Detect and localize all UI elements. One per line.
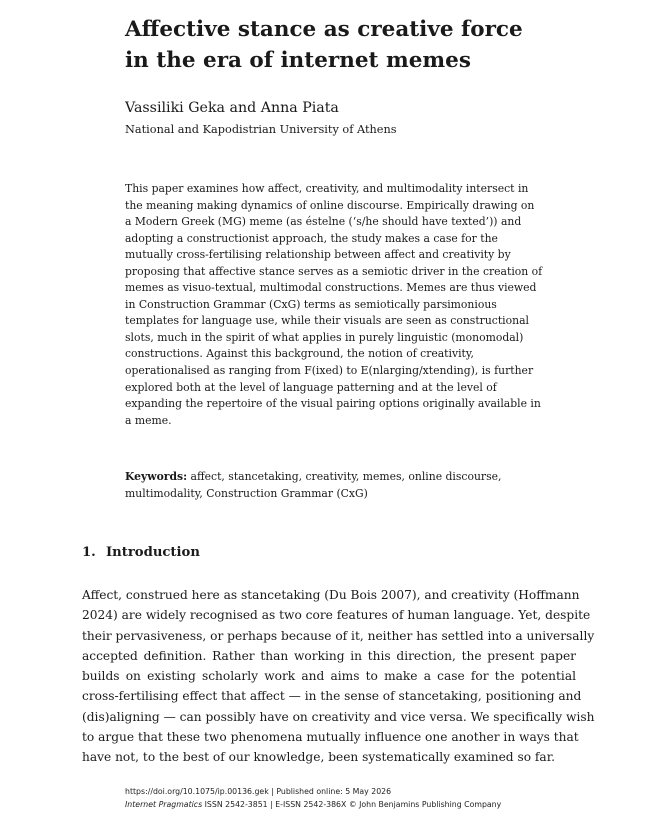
affiliation: National and Kapodistrian University of Athens [125,123,397,136]
section-title: Introduction [106,545,200,560]
abstract-line: a Modern Greek (MG) meme (as éstelne (‘s/he should have texted’)) and [125,215,522,229]
footer-issn: ISSN 2542-3851 | E-ISSN 2542-386X © John Benjamins Publishing Company [202,800,502,809]
abstract-line: explored both at the level of language patterning and at the level of [125,380,497,394]
abstract-line: slots, much in the spirit of what applies in purely linguistic (monomodal) [125,330,524,344]
body-line: 2024) are widely recognised as two core features of human language. Yet, despite [82,608,591,623]
abstract-line: adopting a constructionist approach, the study makes a case for the [125,231,498,245]
abstract-line: templates for language use, while their visuals are seen as constructional [125,314,529,328]
section-number: 1. [82,545,96,560]
body-line: accepted definition. Rather than working in this direction, the present paper [82,648,576,663]
keywords [125,468,555,502]
body-line: (dis)aligning — can possibly have on creativity and vice versa. We specifically wish [82,709,595,724]
abstract-line: operationalised as ranging from F(ixed) to E(nlarging/xtending), is further [125,364,534,378]
footer-issn-line [125,798,501,811]
abstract-line: expanding the repertoire of the visual pairing options originally available in [125,397,541,411]
section-heading [82,544,200,562]
abstract-line: in Construction Grammar (CxG) terms as semiotically parsimonious [125,297,497,311]
abstract-line: constructions. Against this background, the notion of creativity, [125,347,474,361]
abstract-line: memes as visuo-textual, multimodal constructions. Memes are thus viewed [125,281,537,295]
keywords-list-part-2: multimodality, Construction Grammar (CxG) [125,487,368,500]
abstract-line: a meme. [125,413,172,427]
abstract-line: mutually cross-fertilising relationship between affect and creativity by [125,248,511,262]
page-footer [125,785,501,811]
body-line: builds on existing scholarly work and aims to make a case for the potential [82,669,576,684]
keywords-line-1 [125,468,555,485]
paper-title-line-2: in the era of internet memes [125,48,471,73]
authors: Vassiliki Geka and Anna Piata [125,100,339,116]
body-paragraph [82,585,595,768]
paper-title [125,14,565,76]
keywords-label: Keywords: [125,470,188,483]
body-line: cross-fertilising effect that affect — in the sense of stancetaking, positioning and [82,689,582,704]
body-line: their pervasiveness, or perhaps because of it, neither has settled into a universally [82,628,595,643]
body-line: Affect, construed here as stancetaking (Du Bois 2007), and creativity (Hoffmann [82,588,580,602]
paper-title-line-1: Affective stance as creative force [125,17,523,42]
abstract-line: This paper examines how affect, creativity, and multimodality intersect in [125,182,529,195]
body-line: to argue that these two phenomena mutually influence one another in ways that [82,730,579,745]
body-line: have not, to the best of our knowledge, been systematically examined so far. [82,750,556,765]
abstract [125,181,555,429]
keywords-list-part-1: affect, stancetaking, creativity, memes, online discourse, [187,470,502,483]
footer-doi-line: https://doi.org/10.1075/ip.00136.gek | Published online: 5 May 2026 [125,787,392,796]
abstract-line: proposing that affective stance serves as a semiotic driver in the creation of [125,264,543,278]
abstract-line: the meaning making dynamics of online discourse. Empirically drawing on [125,198,535,212]
footer-journal-name: Internet Pragmatics [125,800,203,809]
